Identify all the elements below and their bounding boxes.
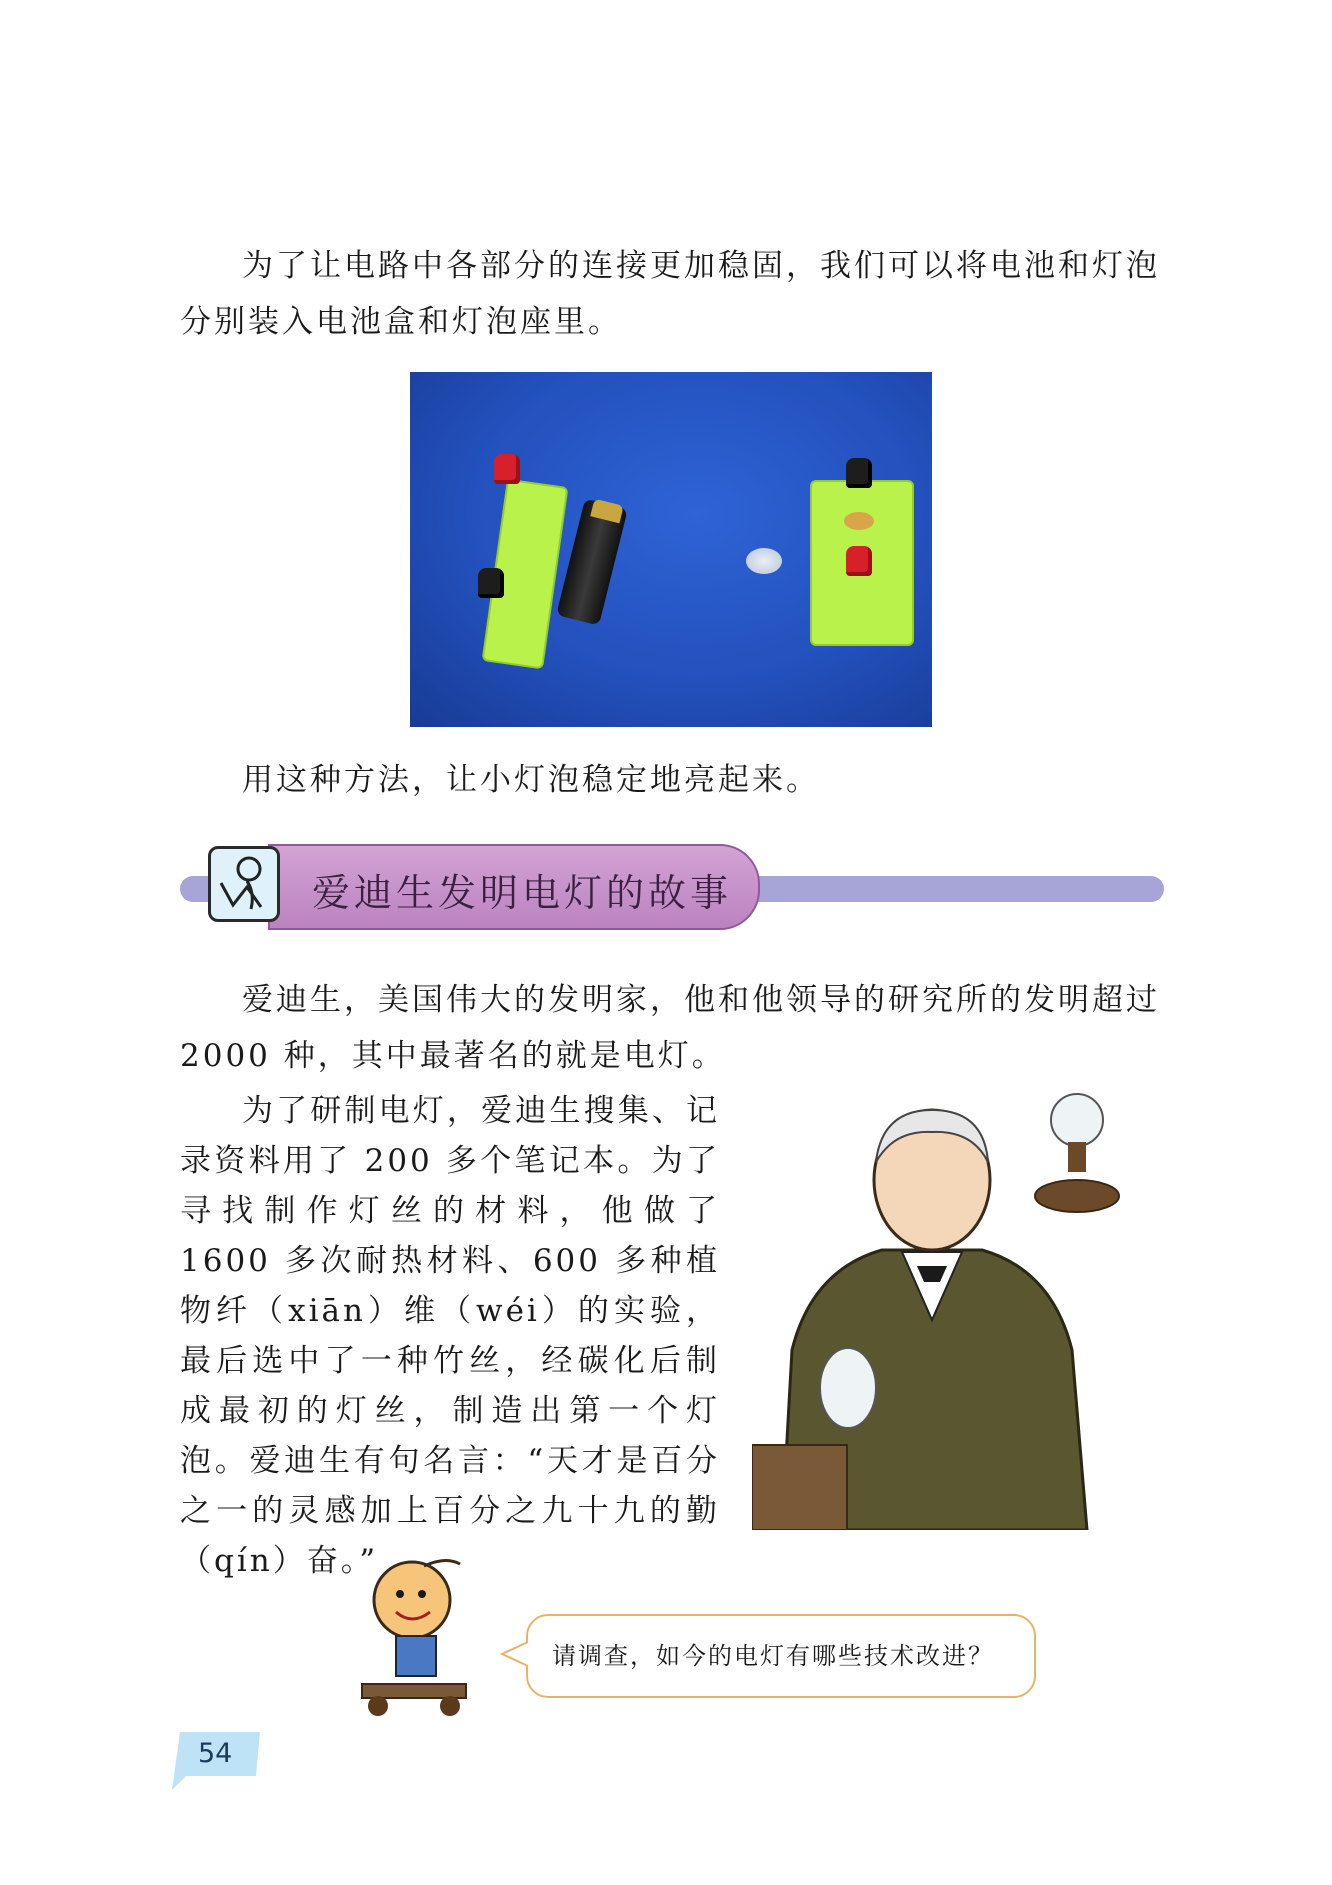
bulb-socket xyxy=(844,512,874,530)
bubble-text: 请调查，如今的电灯有哪些技术改进？ xyxy=(552,1642,994,1670)
red-terminal-2 xyxy=(846,546,872,576)
lamp-icon xyxy=(1035,1094,1119,1212)
small-bulb xyxy=(746,548,782,574)
edison-illustration xyxy=(752,1070,1132,1530)
cartoon-character xyxy=(354,1554,474,1724)
bubble-tail xyxy=(500,1640,530,1670)
red-terminal xyxy=(494,454,520,484)
edison-paragraph-1 xyxy=(180,972,1160,1084)
black-terminal-2 xyxy=(846,458,872,488)
black-terminal xyxy=(478,568,504,598)
edison-text-1: 爱迪生，美国伟大的发明家，他和他领导的研究所的发明超过 2000 种，其中最著名的就是电灯。 xyxy=(180,982,1160,1074)
section-title: 爱迪生发明电灯的故事 xyxy=(312,871,733,915)
edison-text-2: 为了研制电灯，爱迪生搜集、记录资料用了 200 多个笔记本。为了寻找制作灯丝的材料，他做了 1600 多次耐热材料、600 多种植物纤（xiān）维（wéi）的实验，最后选中了一种竹丝，经碳化后制成最初的灯丝，制造出第一个灯泡。爱迪生有句名言：“天才是百分之一的灵感加上百分之九十九的勤（qín）奋。” xyxy=(180,1093,720,1579)
method-text: 用这种方法，让小灯泡稳定地亮起来。 xyxy=(242,762,820,798)
method-paragraph xyxy=(180,752,1160,808)
reading-person-icon xyxy=(208,846,280,922)
intro-text: 为了让电路中各部分的连接更加稳固，我们可以将电池和灯泡分别装入电池盒和灯泡座里。 xyxy=(180,248,1160,340)
page-number: 54 xyxy=(198,1738,233,1769)
edison-paragraph-2 xyxy=(180,1086,720,1586)
intro-paragraph xyxy=(180,238,1160,350)
circuit-components-photo xyxy=(410,372,932,727)
edison-head xyxy=(874,1110,990,1250)
